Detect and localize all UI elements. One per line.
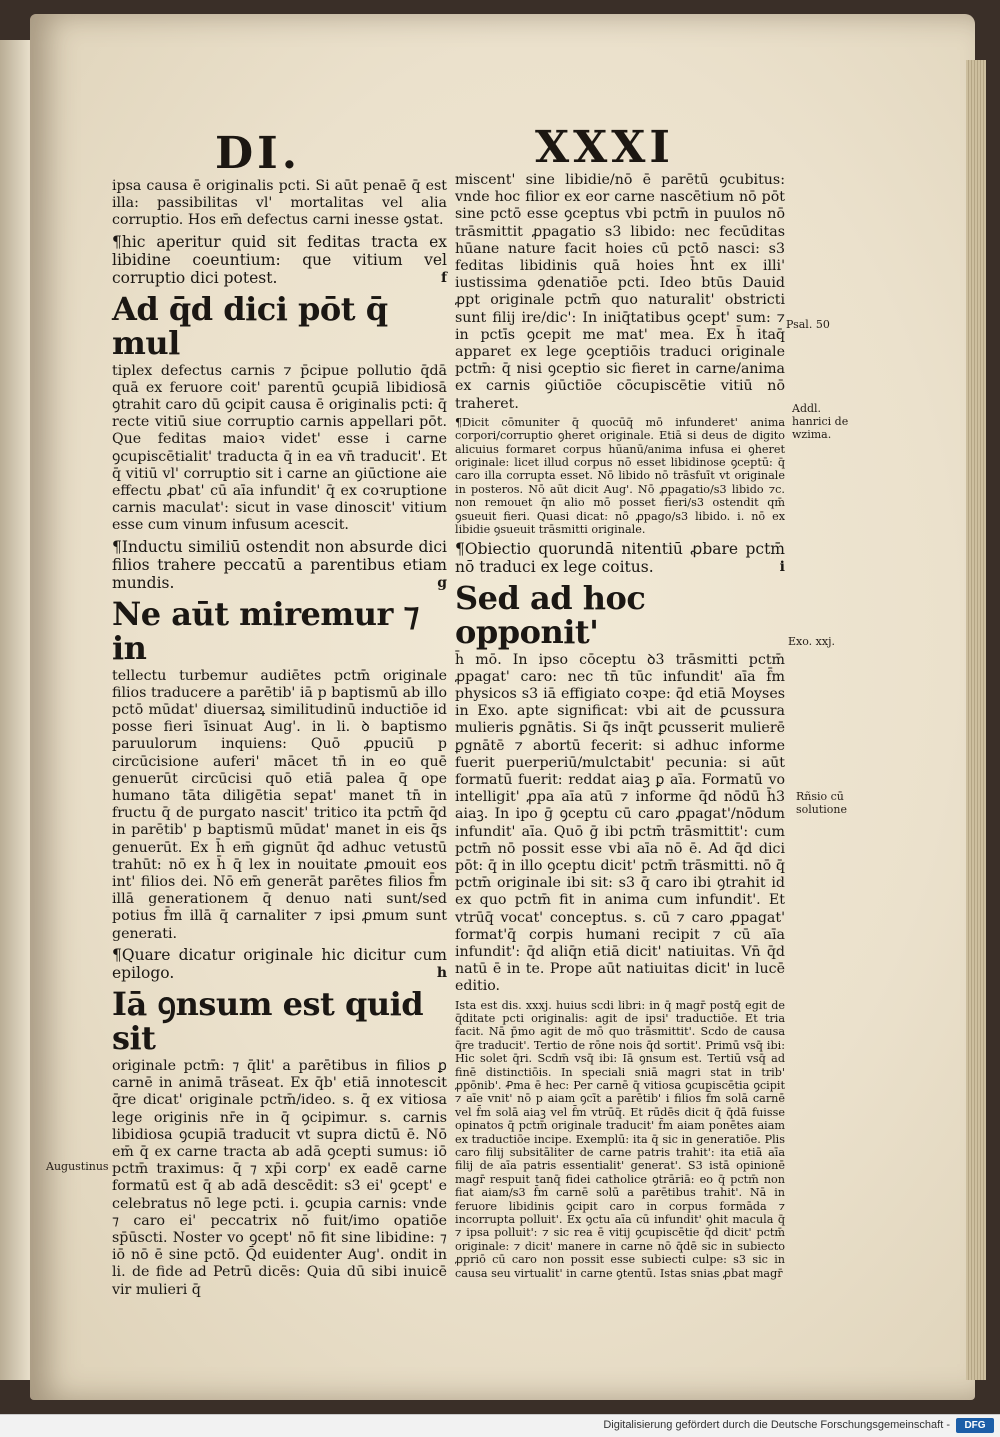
margin-note-addl: Addl. hanrici de wzima. bbox=[792, 402, 849, 441]
margin-note-psal: Psal. 50 bbox=[786, 318, 830, 331]
paragraph-text: originale pctm̄: ⁊ q̄lit' a parētibus in filios ꝑ carnē in animā trāseat. Ex q̄b' etiā innotescit q̄re dicat' originale pctm̄/ideo. s. q̄ ex vitiosa lege originis nr̄e in q̄ ꝯcipimur. s. carnis libidiosa ꝯcupiā traducit vt supra dictū ē. Nō em̄ q̄ ex carne tracta ab adā ꝯcepti sumus: iō pctm̄ traximus: q̄ ⁊ xp̄i corp' ex eadē carne formatū est q̄ ab adā descēdit: s3 ei' ꝯcept' e celebratus nō lege pcti. i. ꝯcupia carnis: vnde ⁊ caro ei' peccatrix nō fuit/imo opatiōe sp̄ūscti. Noster vo ꝯcept' nō fit sine libidine: ⁊ iō nō ē sine pctō. Q̄d euidenter Aug'. ondit in li. de fide ad Petrū dicēs: Quia dū sibi inuicē vir mulieri q̄ bbox=[112, 1057, 447, 1298]
paragraph-text: Sed ad hoc opponit' bbox=[455, 578, 646, 651]
text-paragraph bbox=[455, 416, 785, 537]
text-paragraph bbox=[112, 1058, 447, 1299]
funding-notice: Digitalisierung gefördert durch die Deutsche Forschungsgemeinschaft - bbox=[603, 1419, 950, 1431]
paragraph-text: ¶Quare dicatur originale hic dicitur cum epilogo. bbox=[112, 945, 447, 982]
rubric-paragraph bbox=[112, 538, 447, 592]
paragraph-text: tellectu turbemur audiētes pctm̄ originale filios traducere a parētib' iā p baptismū ab illo pctō mūdat' diuersaꝝ similitudinū inductiōe id posse fieri īsinuat Aug'. in li. ꝺ baptismo paruulorum inquiens: Quō ꝓpuciū p circūcisione auferi' mācet tn̄ in eo quē genuerūt circūcisi quō etiā palea q̄ ope humano tāta diligētia sepat' manet tn̄ in fructu q̄ de purgato nascit' tritico ita pctm̄ q̄d in parētib' p baptismū mūdat' manet in eis q̄s genuerūt. Ex h̄ em̄ gignūt q̄d adhuc vetustū trahūt: nō ex h̄ q̄ lex in nouitate ꝓmouit eos int' filios dei. Nō em̄ generāt parētes filios f̄m illā generationem q̄ denuo nati sunt/sed potius f̄m illā q̄ carnaliter ⁊ ipsi ꝓmum sunt generati. bbox=[112, 667, 447, 942]
right-column bbox=[455, 172, 785, 1283]
paragraph-text: ¶Obiectio quorundā nitentiū ꝓbare pctm̄ nō traduci ex lege coitus. bbox=[455, 539, 785, 576]
text-paragraph bbox=[455, 172, 785, 413]
initial-heading bbox=[112, 289, 447, 362]
rubric-paragraph bbox=[455, 540, 785, 576]
text-paragraph bbox=[455, 652, 785, 996]
section-letter: g bbox=[437, 574, 447, 591]
paragraph-text: Ista est dis. xxxj. huius scdi libri: in q̄ magr̄ postq̄ egit de q̄ditate pcti originalis: agit de ipsi' traductiōe. Et tria facit. Nā p̄mo agit de mō quo trāsmittit'. Scdo de causa q̄re traducit'. Tertio de rōne nois q̄d sortit'. Primū vsq̄ ibi: Hic solet q̄ri. Scdm̄ vsq̄ ibi: Iā ꝯnsum est. Tertiū vsq̄ ad finē distinctiōis. In speciali sniā magri stat in trib' ꝓpōnib'. Ꝓma ē hec: Per carnē q̄ vitiosa ꝯcupiscētia ꝯcipit ⁊ aīe vnit' nō p aiam ꝯcīt a parētib' i filios f̄m solā carnē vel f̄m solā aiaꝫ vel f̄m vtrūq̄. Et rūdēs dicit q̄ q̄dā fuisse opinatos q̄ pctm̄ originale traducit' f̄m aiam ponētes aiam ex traductiōe incipe. Exemplū: ita q̄ sic in generatiōe. Plis caro filij subsitāliter de carne patris trahit': ita etiā aīa filij de aīa patris essentialit' generat'. S3 istā opinionē magr̄ respuit tanq̄ fidei catholice ꝯtrāriā: eo q̄ pctm̄ non fiat aiam/s3 f̄m carnē solū a parētibus trahit'. Nā in feruore libidinis ꝯcipit caro in corpus formāda ⁊ incorrupta polluit'. Ex ꝯctu aīa cū infundit' ꝯhit macula q̄ ⁊ ipsa polluit': ⁊ sic rea ē vitij ꝯcupiscētie q̄d dicit' pctm̄ originale: ⁊ dicit' manere in carne nō q̄dē sic in subiecto ꝓpriō cū caro non possit esse subiecti culpe: s3 sic in causa seu virtualit' in carne ꝯtentū. Istas snias ꝓbat magr̄ bbox=[455, 998, 785, 1280]
initial-heading bbox=[455, 578, 785, 651]
paragraph-text: Ad q̄d dici pōt q̄ mul bbox=[112, 289, 388, 362]
paragraph-text: miscent' sine libidie/nō ē parētū ꝯcubitus: vnde hoc filior ex eor carne nascētium nō pōt sine pctō esse ꝯceptus vbi pctm̄ in puulos nō trāsmittit ꝓpagatio s3 libido: nec fecūditas hūane nature facit hoies cū pctō nasci: s3 feditas libidinis quā hoies h̄nt ex illi' iustissima ꝯdenatiōe pcti. Ideo btūs Dauid ꝓpt originale pctm̄ quo naturalit' obstricti sunt filij ire/dic': In iniq̄tatibus ꝯcept' sum: ⁊ in pctīs ꝯcepit me mat' mea. Ex h̄ itaq̄ apparet ex lege ꝯceptiōis traduci originale pctm̄: q̄ nisi ꝯceptio sic fieret in carne/anima ex carnis ꝯiūctiōe cōcupiscētie vitiū nō traheret. bbox=[455, 172, 785, 412]
paragraph-text: tiplex defectus carnis ⁊ p̄cipue pollutio q̄dā quā ex feruore coit' parentū ꝯcupiā libidiosā ꝯtrahit caro dū ꝯcipit causa ē originalis pcti: q̄ recte vitiū siue corruptio carnis appellari pōt. Que feditas maioꝛ videt' esse i carne ꝯcupiscētialit' traducta q̄ in ea vn̄ traducit'. Et q̄ vitiū vl' corruptio sit i carne an ꝯiūctione aie effectu ꝓbat' cū aīa infundit' q̄ ex coꝛruptione carnis maculat': sicut in vase dinoscit' vitium esse cum vinum infusum acescit. bbox=[112, 362, 447, 534]
initial-heading bbox=[112, 594, 447, 667]
text-paragraph bbox=[112, 363, 447, 535]
margin-note-response: Rñsio cū solutione bbox=[796, 790, 848, 816]
paragraph-text: ¶Dicit cōmuniter q̄ quocūq̄ mō infunderet' anima corpori/corruptio ꝯheret originale. Etiā si deus de digito alicuius formaret corpus hūanū/anima infusa ei ꝯheret originale: licet illud corpus nō esset libidinose ꝯceptū: q̄ caro illa corrupta esset. Nō libido nō trāsfuīt vt originale in posteros. Nō aūt dicit Aug'. Nō ꝓpagatio/s3 libido ⁊c. non remouet q̄n alio mō posset fieri/s3 ostendit qm̄ ꝯsueuit fieri. Quasi dicat: nō ꝓpago/s3 libido. i. nō ex libidie ꝯsueuit trāsmitti originale. bbox=[455, 415, 785, 537]
initial-heading bbox=[112, 984, 447, 1057]
paragraph-text: Ne aūt miremur ⁊ in bbox=[112, 594, 419, 667]
rubric-paragraph bbox=[112, 233, 447, 287]
rubric-paragraph bbox=[112, 946, 447, 982]
left-column bbox=[112, 178, 447, 1302]
section-letter: i bbox=[779, 558, 785, 575]
folio-number: XXXI bbox=[535, 122, 674, 173]
dfg-logo[interactable]: DFG bbox=[956, 1418, 994, 1433]
paragraph-text: h̄ mō. In ipso cōceptu ꝺ3 trāsmitti pctm̄ ꝓpagat' caro: nec tn̄ tūc infundit' aīa f̄m physicos s3 iā effigiato coꝛpe: q̄d etiā Moyses in Exo. apte significat: vbi ait de ꝑcussura mulieris ꝑgnātis. Si q̄s inq̄t ꝑcusserit mulierē ꝑgnātē ⁊ abortū fecerit: si adhuc informe fuerit puerperiū/mulctabit' pecunia: si aūt formatū fuerit: reddat aiaꝫ ꝑ aīa. Formatū vo intelligit' ꝓpa aīa atū ⁊ informe q̄d nōdū h̄3 aiaꝫ. In ipo ḡ ꝯceptu cū caro ꝓpagat'/nōdum infundit' aīa. Quō ḡ ibi pctm̄ trāsmittit': cum pctm̄ nō possit esse vbi aīa nō ē. Ad q̄d dici pōt: q̄ in illo ꝯceptu dicit' pctm̄ trāsmitti. nō q̄ pctm̄ originale ibi sit: s3 q̄ caro ibi ꝯtrahit id ex quo pctm̄ fit in anima cum infundit'. Et vtrūq̄ vocat' conceptus. s. cū ⁊ caro ꝓpagat' format'q̄ corpis humani recipit ⁊ cū aīa infundit': q̄d aliq̄n etiā dicit' natiuitas. Vn̄ q̄d natū ē in te. Prope aūt natiuitas dicit' in lucē editio. bbox=[455, 651, 785, 995]
text-paragraph bbox=[455, 999, 785, 1281]
distinction-header: DI. bbox=[215, 128, 302, 179]
paragraph-text: ¶Inductu similiū ostendit non absurde dici filios trahere peccatū a parentibus etiam mundis. bbox=[112, 537, 447, 592]
paragraph-text: ¶hic aperitur quid sit feditas tracta ex libidine coeuntium: que vitium vel corruptio dici potest. bbox=[112, 232, 447, 287]
page-edges bbox=[966, 60, 986, 1380]
text-paragraph bbox=[112, 178, 447, 230]
text-paragraph bbox=[112, 668, 447, 943]
margin-note-exo: Exo. xxj. bbox=[788, 635, 835, 648]
paragraph-text: ipsa causa ē originalis pcti. Si aūt penaē q̄ est illa: passibilitas vl' mortalitas vel alia corruptio. Hos em̄ defectus carni inesse ꝯstat. bbox=[112, 178, 447, 229]
section-letter: f bbox=[440, 269, 447, 286]
paragraph-text: Iā ꝯnsum est quid sit bbox=[112, 984, 424, 1057]
section-letter: h bbox=[436, 964, 447, 981]
margin-note-augustinus: Augustinus bbox=[46, 1160, 109, 1173]
footer-bar bbox=[0, 1414, 1000, 1437]
